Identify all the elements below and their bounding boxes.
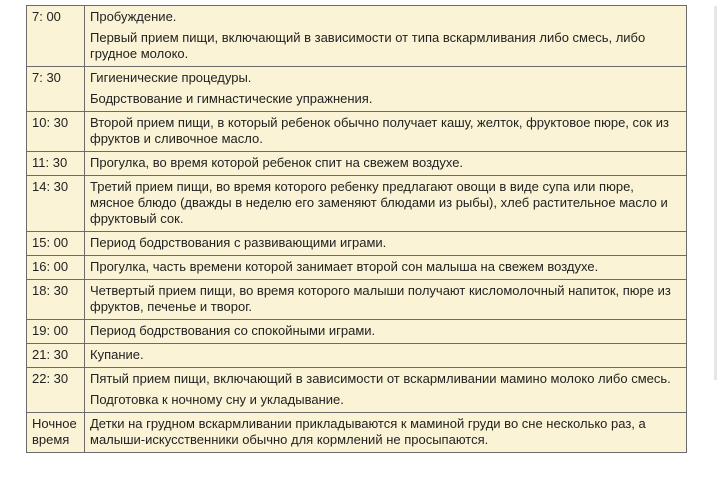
description-cell bbox=[85, 6, 687, 67]
description-line: Четвертый прием пищи, во время которого малыши получают кисломолочный напиток, пюре из фруктов, печенье и творог. bbox=[90, 283, 671, 314]
time-cell: 11: 30 bbox=[27, 152, 85, 176]
description-cell bbox=[85, 256, 687, 280]
time-cell: 19: 00 bbox=[27, 320, 85, 344]
table-row bbox=[27, 67, 687, 112]
table-row bbox=[27, 280, 687, 320]
description-line: Бодрствование и гимнастические упражнения. bbox=[90, 91, 373, 106]
feeding-schedule-table bbox=[26, 5, 687, 453]
description-line: Третий прием пищи, во время которого ребенку предлагают овощи в виде супа или пюре, мясное блюдо (дважды в неделю его заменяют блюдами из рыбы), хлеб растительное масло и фруктовый сок. bbox=[90, 179, 668, 226]
description-line: Период бодрствования с развивающими играми. bbox=[90, 235, 387, 250]
page-scrollbar[interactable] bbox=[713, 0, 717, 484]
description-cell bbox=[85, 320, 687, 344]
description-line: Гигиенические процедуры. bbox=[90, 70, 252, 85]
time-cell: 22: 30 bbox=[27, 368, 85, 413]
table-row bbox=[27, 320, 687, 344]
table-row bbox=[27, 413, 687, 453]
time-cell: 10: 30 bbox=[27, 112, 85, 152]
time-cell: Ночное время bbox=[27, 413, 85, 453]
time-cell: 14: 30 bbox=[27, 176, 85, 232]
description-cell bbox=[85, 152, 687, 176]
time-cell: 7: 30 bbox=[27, 67, 85, 112]
table-row bbox=[27, 112, 687, 152]
description-line: Подготовка к ночному сну и укладывание. bbox=[90, 392, 344, 407]
time-cell: 16: 00 bbox=[27, 256, 85, 280]
table-row bbox=[27, 344, 687, 368]
description-line: Второй прием пищи, в который ребенок обычно получает кашу, желток, фруктовое пюре, сок из фруктов и сливочное масло. bbox=[90, 115, 669, 146]
description-cell bbox=[85, 232, 687, 256]
description-cell bbox=[85, 368, 687, 413]
time-cell: 18: 30 bbox=[27, 280, 85, 320]
time-cell: 15: 00 bbox=[27, 232, 85, 256]
time-cell: 7: 00 bbox=[27, 6, 85, 67]
description-cell bbox=[85, 344, 687, 368]
description-line: Период бодрствования со спокойными играми. bbox=[90, 323, 376, 338]
description-cell bbox=[85, 280, 687, 320]
description-line: Купание. bbox=[90, 347, 144, 362]
schedule-body bbox=[27, 6, 687, 453]
table-row bbox=[27, 368, 687, 413]
description-line: Первый прием пищи, включающий в зависимости от типа вскармливания либо смесь, либо грудное молоко. bbox=[90, 30, 646, 61]
table-row bbox=[27, 152, 687, 176]
description-line: Детки на грудном вскармливании прикладываются к маминой груди во сне несколько раз, а малыши-искусственники обычно для кормлений не просыпаются. bbox=[90, 416, 646, 447]
table-row bbox=[27, 256, 687, 280]
description-line: Пробуждение. bbox=[90, 9, 177, 24]
description-cell bbox=[85, 176, 687, 232]
description-cell bbox=[85, 67, 687, 112]
description-cell bbox=[85, 112, 687, 152]
description-line: Прогулка, во время которой ребенок спит на свежем воздухе. bbox=[90, 155, 464, 170]
table-row bbox=[27, 232, 687, 256]
description-line: Прогулка, часть времени которой занимает второй сон малыша на свежем воздухе. bbox=[90, 259, 599, 274]
description-line: Пятый прием пищи, включающий в зависимости от вскармливании мамино молоко либо смесь. bbox=[90, 371, 671, 386]
time-cell: 21: 30 bbox=[27, 344, 85, 368]
description-cell bbox=[85, 413, 687, 453]
table-row bbox=[27, 6, 687, 67]
table-row bbox=[27, 176, 687, 232]
